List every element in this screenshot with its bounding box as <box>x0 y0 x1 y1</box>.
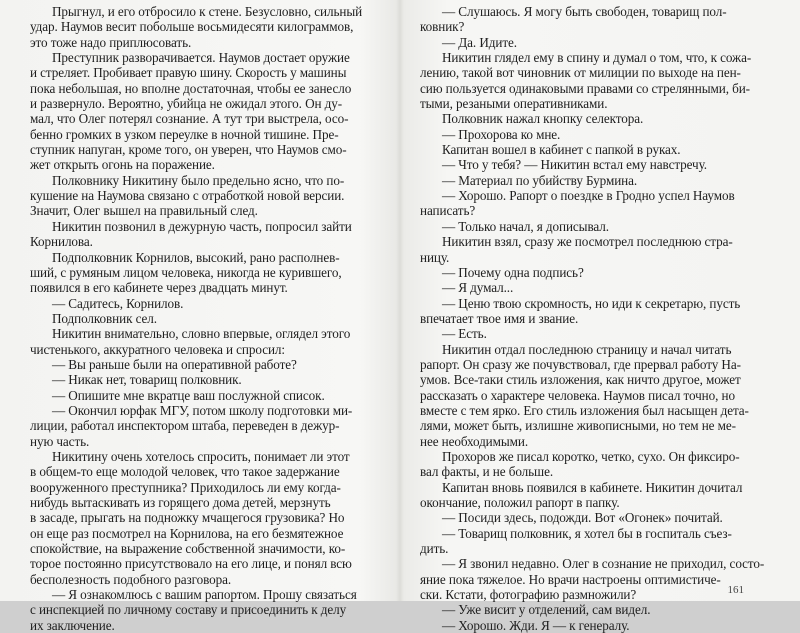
paragraph: Прыгнул, и его отбросило к стене. Безусловно, сильный удар. Наумов весит побольше восьмидесяти килограммов, это тоже надо приплюсовать. <box>30 4 363 50</box>
paragraph: — Прохорова ко мне. <box>442 126 561 142</box>
paragraph: Капитан вновь появился в кабинете. Никитин дочитал окончание, положил рапорт в папку. <box>420 479 743 510</box>
paragraph: — Хорошо. Рапорт о поездке в Гродно успел Наумов написать? <box>420 188 735 219</box>
paragraph: — Уже висит у отделений, сам видел. <box>442 602 651 618</box>
paragraph: Никитин взял, сразу же посмотрел последнюю стра- ницу. <box>420 234 733 265</box>
paragraph: — Ценю твою скромность, но иди к секретарю, пусть впечатает твое имя и звание. <box>420 295 741 326</box>
paragraph: Никитин глядел ему в спину и думал о том, что, к сожа- лению, такой вот чиновник от милиции по выходе на пен- сию пользуется одинаковыми правами со стрелянными, би- тыми, резаными оперативниками. <box>420 50 752 112</box>
page-number: 161 <box>727 584 744 596</box>
paragraph: Подполковник Корнилов, высокий, рано располнев- ший, с румяным лицом человека, никогда не курившего, появился в его кабинете через двадцать минут. <box>30 249 342 296</box>
paragraph: Прохоров же писал коротко, четко, сухо. Он фиксиро- вал факты, и не больше. <box>420 448 740 480</box>
paragraph: — Товарищ полковник, я хотел бы в госпиталь съез- дить. <box>420 525 732 557</box>
paragraph: Капитан вошел в кабинет с папкой в руках. <box>442 142 681 158</box>
paragraph: — Что у тебя? — Никитин встал ему навстречу. <box>442 157 707 173</box>
paragraph: Никитин внимательно, словно впервые, оглядел этого чистенького, аккуратного человека и спросил: <box>30 326 351 357</box>
paragraph: — Окончил юрфак МГУ, потом школу подготовки ми- лиции, работал инспектором штаба, переведен в дежур- ную часть. <box>30 402 353 449</box>
paragraph: — Только начал, я дописывал. <box>442 218 609 234</box>
paragraph: — Слушаюсь. Я могу быть свободен, товарищ пол- ковник? <box>420 4 727 35</box>
paragraph: — Хорошо. Жди. Я — к генералу. <box>442 617 630 633</box>
paragraph: — Опишите мне вкратце ваш послужной список. <box>52 387 325 403</box>
paragraph: Подполковник сел. <box>52 310 157 326</box>
paragraph: — Материал по убийству Бурмина. <box>442 172 638 188</box>
paragraph: — Никак нет, товарищ полковник. <box>52 372 242 388</box>
paragraph: Преступник разворачивается. Наумов достает оружие и стреляет. Пробивает правую шину. Скорость у машины пока небольшая, но вполне достаточная, чтобы ее занесло и развернуло. Вероятно, убийца не ожидал этого. Он ду- мал, что Олег потерял сознание. А тут три выстрела, осо- бенно громких в узком переулке в ночной тишине. Пре- ступник напуган, кроме того, он уверен, что Наумов смо- жет открыть огонь на поражение. <box>30 50 352 173</box>
paragraph: — Я ознакомлюсь с вашим рапортом. Прошу связаться с инспекцией по личному составу и присоединить к делу их заключение. <box>30 587 357 633</box>
paragraph: Никитин отдал последнюю страницу и начал читать рапорт. Он сразу же почувствовал, где прервал работу На- умов. Все-таки стиль изложения, как ничто другое, может рассказать о характере человека. Наумов писал точно, но вместе с тем ярко. Его стиль изложения был насыщен дета- лями, может быть, излишне живописными, но тем не ме- нее необходимыми. <box>420 341 749 449</box>
paragraph: — Садитесь, Корнилов. <box>52 295 184 311</box>
paragraph: Полковник нажал кнопку селектора. <box>442 111 644 127</box>
right-page <box>420 4 772 633</box>
paragraph: Полковнику Никитину было предельно ясно, что по- кушение на Наумова связано с отработкой новой версии. Значит, Олег вышел на правильный след. <box>30 172 345 219</box>
paragraph: — Я думал... <box>442 280 514 296</box>
paragraph: Никитин позвонил в дежурную часть, попросил зайти Корнилова. <box>30 218 352 250</box>
left-page <box>30 4 382 633</box>
paragraph: — Посиди здесь, подожди. Вот «Огонек» почитай. <box>442 510 723 526</box>
paragraph: — Да. Идите. <box>442 34 517 50</box>
paragraph: Никитину очень хотелось спросить, понимает ли этот в общем-то еще молодой человек, что такое задержание вооруженного преступника? Приходилось ли ему когда- нибудь вытаскивать из горящего дома детей, мерзнуть в засаде, прыгать на подножку мчащегося грузовика? Но он еще раз посмотрел на Корнилова, на его безмятежное спокойствие, на выражение собственной значимости, ко- торое постоянно присутствовало на его лице, и понял всю бесполезность подобного разговора. <box>30 448 352 587</box>
paragraph: — Я звонил недавно. Олег в сознание не приходил, состо- яние пока тяжелое. Но врачи настроены оптимистиче- ски. Кстати, фотографию размножили? <box>420 556 765 603</box>
paragraph: — Есть. <box>442 326 487 342</box>
paragraph: — Почему одна подпись? <box>442 264 584 280</box>
paragraph: — Вы раньше были на оперативной работе? <box>52 356 297 372</box>
